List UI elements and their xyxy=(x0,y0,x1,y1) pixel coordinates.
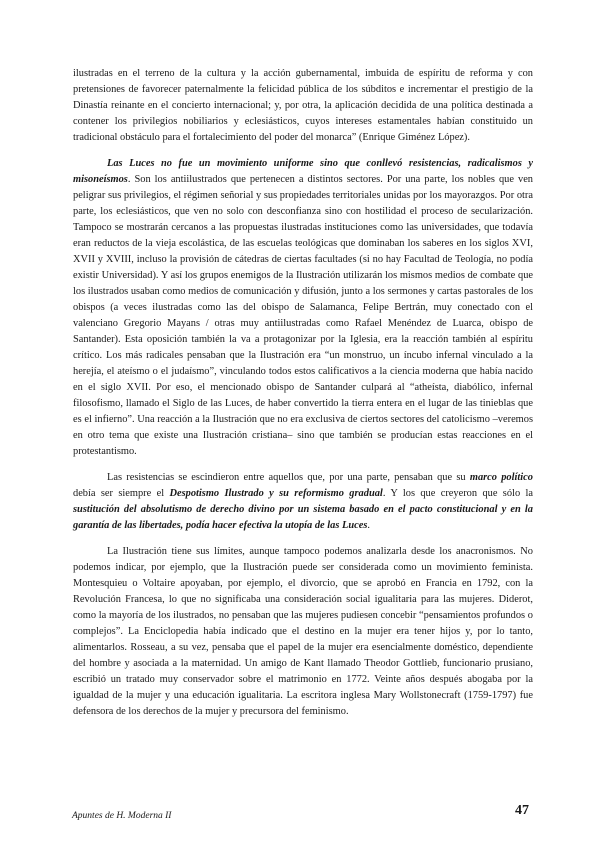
page-number: 47 xyxy=(515,803,529,818)
emphasis-text: sustitución del absolutismo de derecho divino por un sistema basado en el pacto constitucional y en la garantía de las libertades, podía hacer efectiva la utopía de las Luces xyxy=(73,504,533,531)
paragraph-text: Las resistencias se escindieron entre aquellos que, por una parte, pensaban que su xyxy=(107,472,470,483)
paragraph-text: ilustradas en el terreno de la cultura y la acción gubernamental, imbuida de espíritu de reforma y con pretensiones de favorecer paternalmente la felicidad pública de los súbditos e incrementar el prestigio de la Dinastía reinante en el concierto internacional; y, por otra, la aplicación decidida de una política destinada a contener los privilegios nobiliarios y eclesiásticos, cuyos intereses estamentales habían constituido un tradicional obstáculo para el fortalecimiento del poder del monarca” (Enrique Giménez López). xyxy=(73,68,533,143)
emphasis-text: Despotismo Ilustrado y su reformismo gradual xyxy=(169,488,383,499)
emphasis-text: Las Luces no fue un movimiento uniforme sino que conllevó resistencias, radicalismos y misoneísmos xyxy=(73,158,533,185)
emphasis-text: marco político xyxy=(469,472,533,483)
paragraph-text: La Ilustración tiene sus límites, aunque tampoco podemos analizarla desde los anacronismos. No podemos indicar, por ejemplo, que la Ilustración puede ser considerada como un movimiento feminista. Montesquieu o Voltaire apoyaban, por ejemplo, el divorcio, que se aprobó en Francia en 1792, con la Revolución Francesa, lo que no significaba una consideración social igualitaria para las mujeres. Diderot, como la mayoría de los ilustrados, no pensaban que las mujeres pudiesen concebir “pensamientos profundos o complejos”. La Enciclopedia había indicado que el destino en la mujer era tener hijos y, por lo tanto, alimentarlos. Rosseau, a su vez, pensaba que el papel de la mujer era esencialmente doméstico, dependiente del hombre y asociada a la maternidad. Un amigo de Kant llamado Theodor Gottlieb, funcionario prusiano, escribió un tratado muy conservador sobre el matrimonio en 1772. Veinte años después abogaba por la igualdad de la mujer y una educación igualitaria. La escritora inglesa Mary Wollstonecraft (1759-1797) fue defensora de los derechos de la mujer y precursora del feminismo. xyxy=(73,546,533,717)
footer-title: Apuntes de H. Moderna II xyxy=(72,811,172,821)
paragraph-resistances xyxy=(73,156,533,460)
paragraph-limits xyxy=(73,544,533,720)
paragraph-quote-continuation xyxy=(73,66,533,146)
paragraph-text: . Son los antiilustrados que pertenecen a distintos sectores. Por una parte, los nobles que ven peligrar sus privilegios, el régimen señorial y sus propiedades territoriales unidas por los mayorazgos. Por otra parte, los eclesiásticos, que ven no solo con desconfianza sino con hostilidad el proceso de secularización. Tampoco se mostrarán cercanos a las propuestas ilustradas instituciones como las universidades, que todavía eran reductos de la vieja escolástica, de las escuelas teológicas que dominaban los saberes en los siglos XVI, XVII y XVIII, incluso la provisión de cátedras de ciertas facultades (si no hay Facultad de Teología, no podía existir Universidad). Y así los grupos enemigos de la Ilustración utilizarán los mismos medios de combate que los ilustrados usaban como medios de comunicación y difusión, junto a los sermones y cartas pastorales de los obispos (a veces ilustradas como las del obispo de Salamanca, Felipe Bertrán, muy conectado con el valenciano Gregorio Mayans / otras muy antiilustradas como Rafael Menéndez de Luarca, obispo de Santander). Esta oposición también la va a protagonizar por la Iglesia, era la reacción también al espíritu crítico. Los más radicales pensaban que la Ilustración era “un monstruo, un íncubo infernal vinculado a la herejía, el ateísmo o el judaísmo”, vinculando todos estos calificativos a la ciencia moderna que había nacido en el siglo XVII. Por eso, el mencionado obispo de Santander culpará al “atheísta, diabólico, infernal filosofismo, llamado el Siglo de las Luces, de haber convertido la tierra entera en el lugar de las tinieblas que es el infierno”. Una reacción a la Ilustración que no era exclusiva de ciertos sectores del catolicismo –veremos en otro tema que existe una Ilustración cristiana– sino que también se producían estas reacciones en el protestantismo. xyxy=(73,174,533,457)
paragraph-text: . Y los que creyeron que sólo la xyxy=(382,488,533,499)
paragraph-text: . xyxy=(367,520,370,531)
paragraph-split xyxy=(73,470,533,534)
paragraph-text: debía ser siempre el xyxy=(73,488,170,499)
page-body xyxy=(73,66,533,720)
